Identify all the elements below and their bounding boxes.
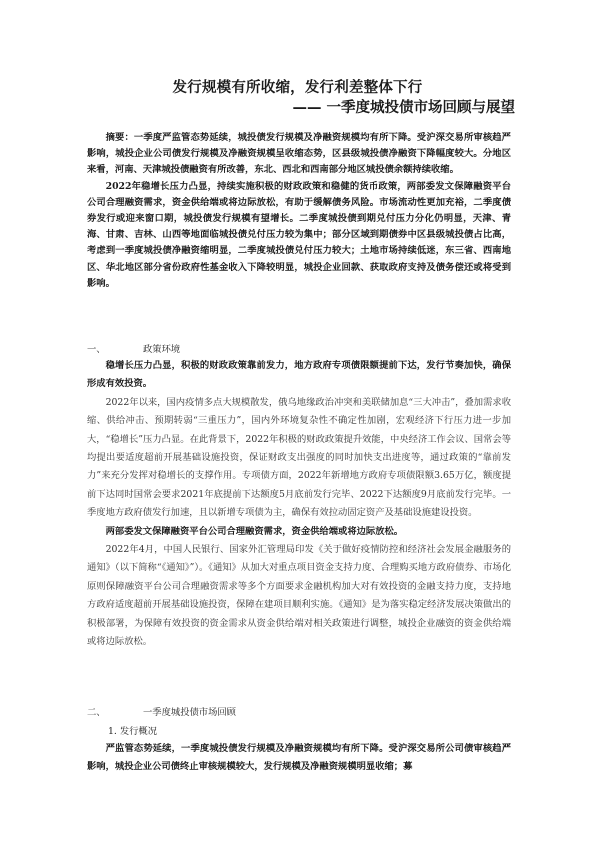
section-1-paragraph-2: 2022年4月，中国人民银行、国家外汇管理局印发《关于做好疫情防控和经济社会发展金融服务的通知》（以下简称“《通知》”）。《通知》从加大对重点项目资金支持力度、合理购买地方政府债券、市场化原则保障融资平台公司合理融资需求等多个方面要求金融机构加大对有效投资的金融支持力度，支持地方政府适度超前开展基础设施投资，保障在建项目顺利实施。《通知》是为落实稳定经济发展决策做出的积极部署，为保障有效投资的资金需求从资金供给端对相关政策进行调整，城投企业融资的资金供给端或将边际放松。 [87, 544, 511, 648]
abstract-text-1: 一季度严监管态势延续，城投债发行规模及净融资规模均有所下降。受沪深交易所审核趋严影响，城投企业公司债发行规模及净融资规模呈收缩态势，区县级城投债净融资下降幅度较大。分地区来看，河南、天津城投债融资有所改善，东北、西北和西南部分地区城投债余额持续收缩。 [87, 132, 511, 176]
section-1-paragraph-1: 2022年以来，国内疫情多点大规模散发，俄乌地缘政治冲突和美联储加息“三大冲击”，叠加需求收缩、供给冲击、预期转弱“三重压力”，国内外环境复杂性不确定性加剧，宏观经济下行压力进一步加大，“稳增长”压力凸显。在此背景下，2022年积极的财政政策提升效能，中央经济工作会议、国常会等均提出要适度超前开展基础设施投资，保证财政支出强度的同时加快支出进度等，通过政策的“靠前发力”来充分发挥对稳增长的支撑作用。专项债方面，2022年新增地方政府专项债限额3.65万亿，额度提前下达同时国常会要求2021年底提前下达额度5月底前发行完毕、2022下达额度9月底前发行完毕。一季度地方政府债发行加速，且以新增专项债为主，确保有效拉动固定资产及基础设施建设投资。 [87, 396, 511, 519]
abstract-label: 摘要： [105, 132, 134, 143]
abstract [87, 130, 511, 292]
section-2-lead-1: 严监管态势延续，一季度城投债发行规模及净融资规模均有所下降。受沪深交易所公司债审核趋严影响，城投企业公司债终止审核规模较大，发行规模及净融资规模明显收缩；募 [87, 743, 511, 773]
section-2-subheading: 1. 发行概况 [108, 726, 158, 737]
section-1-lead-2: 两部委发文保障融资平台公司合理融资需求，资金供给端或将边际放松。 [105, 525, 404, 537]
abstract-paragraph-2: 2022年稳增长压力凸显，持续实施积极的财政政策和稳健的货币政策，两部委发文保障融资平台公司合理融资需求，资金供给端或将边际放松，有助于缓解债务风险。市场流动性更加充裕，二季度债券发行或迎来窗口期，城投债发行规模有望增长。二季度城投债到期兑付压力分化仍明显，天津、青海、甘肃、吉林、山西等地面临城投债兑付压力较为集中；部分区域到期债券中区县级城投债占比高，考虑到一季度城投债净融资缩明显，二季度城投债兑付压力较大；土地市场持续低迷，东三省、西南地区、华北地区部分省份政府性基金收入下降较明显，城投企业回款、获取政府支持及债务偿还或将受到影响。 [87, 180, 511, 289]
document-title: 发行规模有所收缩，发行利差整体下行 [172, 80, 423, 96]
section-2-body [87, 740, 511, 777]
section-2-title: 一季度城投债市场回顾 [143, 707, 236, 718]
section-1-title: 政策环境 [143, 344, 181, 355]
section-1-number: 一、 [87, 344, 106, 355]
section-1-heading [87, 341, 180, 355]
document-subtitle: —— 一季度城投债市场回顾与展望 [292, 100, 515, 116]
section-1-lead-1: 稳增长压力凸显，积极的财政政策靠前发力，地方政府专项债限额提前下达，发行节奏加快，确保形成有效投资。 [87, 360, 511, 390]
section-2-number: 二、 [87, 707, 106, 718]
section-1-body [87, 357, 511, 652]
section-2-heading [87, 704, 236, 718]
abstract-paragraph-1 [87, 130, 511, 179]
